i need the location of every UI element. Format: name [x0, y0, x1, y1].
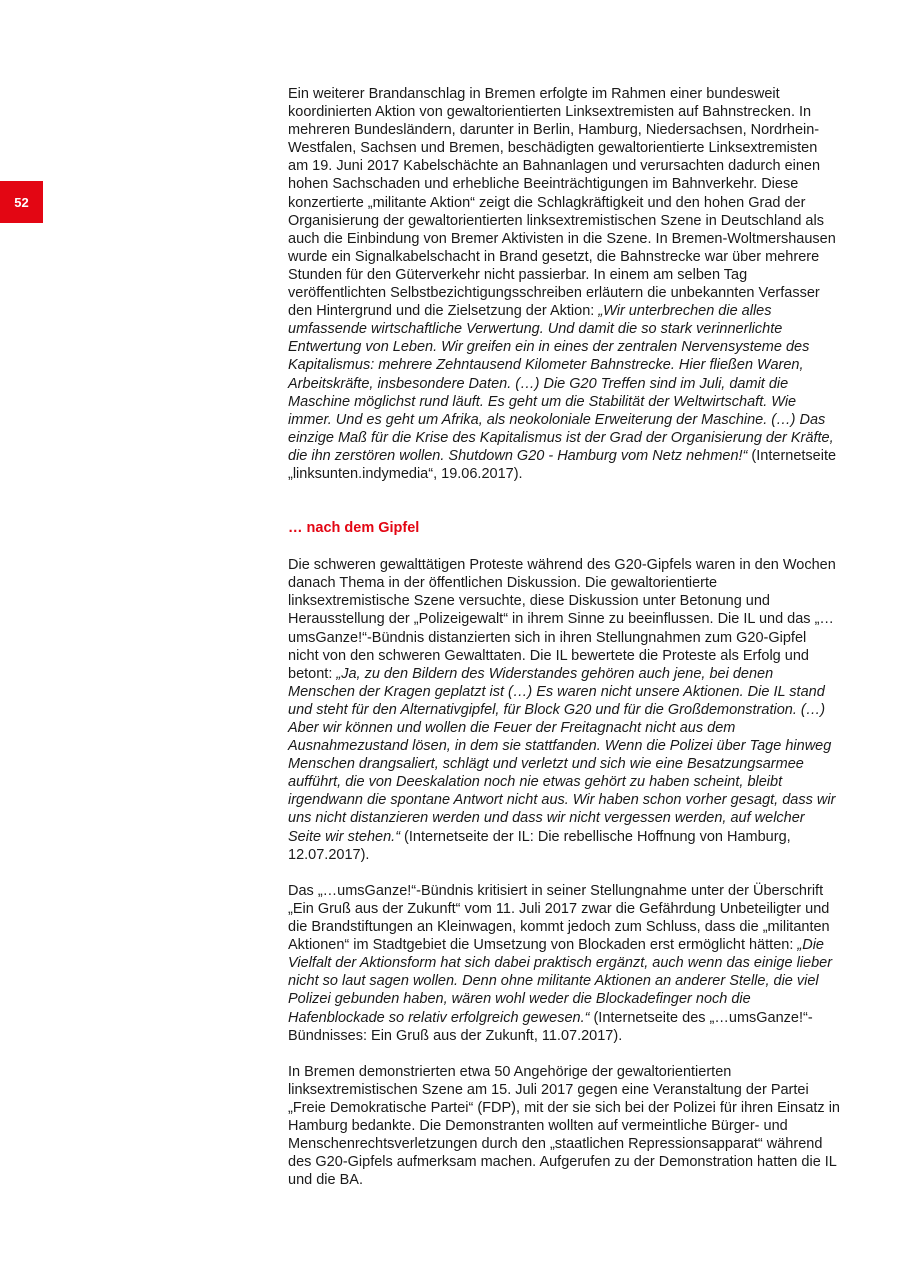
paragraph-after-summit: [288, 556, 840, 864]
paragraph-bremen-demo: [288, 1063, 840, 1190]
paragraph-text: Die schweren gewalttätigen Proteste während des G20-Gipfels waren in den Wochen danach Thema in der öffentlichen Diskussion. Die gewaltorientierte linksextremistische Szene versuchte, diese Diskussion unter Betonung und Herausstellung der „Polizeigewalt“ in ihrem Sinne zu beeinflussen. Die IL und das „…umsGanze!“-Bündnis distanzierten sich in ihren Stellungnahmen zum G20-Gipfel nicht von den schweren Gewalttaten. Die IL bewertete die Proteste als Erfolg und betont:: [288, 557, 836, 682]
paragraph-rail-attack: [288, 85, 840, 483]
paragraph-umsganze: [288, 882, 840, 1045]
citation-text: (Internetseite des „…umsGanze!“-Bündnisses: Ein Gruß aus der Zukunft, 11.07.2017).: [288, 1009, 813, 1044]
quote-text: „Die Vielfalt der Aktionsform hat sich dabei praktisch ergänzt, auch wenn das einige lieber nicht so laut sagen wollen. Denn ohne militante Aktionen an anderer Stelle, die viel Polizei gebunden haben, wären wohl weder die Blockadefinger noch die Hafenblockade so relativ erfolgreich gewesen.“: [288, 937, 833, 1026]
document-body: [288, 85, 840, 1208]
paragraph-text: Ein weiterer Brandanschlag in Bremen erfolgte im Rahmen einer bundesweit koordinierten Aktion von gewaltorientierten Linksextremisten auf Bahnstrecken. In mehreren Bundesländern, darunter in Berlin, Hamburg, Niedersachsen, Nordrhein-Westfalen, Sachsen und Bremen, beschädigten gewaltorientierte Linksextremisten am 19. Juni 2017 Kabelschächte an Bahnanlagen und verursachten dadurch einen hohen Sachschaden und erhebliche Beeinträchtigungen im Bahnverkehr. Diese konzertierte „militante Aktion“ zeigt die Schlagkräftigkeit und den hohen Grad der Organisierung der gewaltorientierten linksextremistischen Szene in Deutschland als auch die Einbindung von Bremer Aktivisten in die Szene. In Bremen-Woltmershausen wurde ein Signalkabelschacht in Brand gesetzt, die Bahnstrecke war über mehrere Stunden für den Güterverkehr nicht passierbar. In einem am selben Tag veröffentlichten Selbstbezichtigungsschreiben erläutern die unbekannten Verfasser den Hintergrund und die Zielsetzung der Aktion:: [288, 86, 836, 320]
quote-text: „Ja, zu den Bildern des Widerstandes gehören auch jene, bei denen Menschen der Kragen geplatzt ist (…) Es waren nicht unsere Aktionen. Die IL stand und steht für den Alternativgipfel, für Block G20 und für die Großdemonstration. (…) Aber wir können und wollen die Feuer der Freitagnacht nicht aus dem Ausnahmezustand lösen, in dem sie stattfanden. Wenn die Polizei über Tage hinweg Menschen drangsaliert, schlägt und verletzt und sich wie eine Besatzungsarmee aufführt, die von Deeskalation noch nie etwas gehört zu haben scheint, bleibt irgendwann die spontane Antwort nicht aus. Wir haben schon vorher gesagt, dass wir uns nicht distanzieren werden und dass wir nicht vergessen werden, auf welcher Seite wir stehen.“: [288, 665, 836, 845]
citation-text: (Internetseite „linksunten.indymedia“, 19.06.2017).: [288, 447, 837, 482]
quote-text: „Wir unterbrechen die alles umfassende wirtschaftliche Verwertung. Und damit die so stark verinnerlichte Entwertung von Leben. Wir greifen ein in eines der zentralen Nervensysteme des Kapitalismus: mehrere Zehntausend Kilometer Bahnstrecke. Hier fließen Waren, Arbeitskräfte, insbesondere Daten. (…) Die G20 Treffen sind im Juli, damit die Maschine möglichst rund läuft. Es geht um die Stabilität der Weltwirtschaft. Wie immer. Und es geht um Afrika, als neokoloniale Erweiterung der Maschine. (…) Das einzige Maß für die Krise des Kapitalismus ist der Grad der Organisierung der Kräfte, die ihn zerstören wollen. Shutdown G20 - Hamburg vom Netz nehmen!“: [288, 303, 834, 464]
section-heading: … nach dem Gipfel: [288, 520, 420, 537]
page-number-tab: 52: [0, 181, 43, 223]
paragraph-text: In Bremen demonstrierten etwa 50 Angehörige der gewaltorientierten linksextremistischen Szene am 15. Juli 2017 gegen eine Veranstaltung der Partei „Freie Demokratische Partei“ (FDP), mit der sie sich bei der Polizei für ihren Einsatz in Hamburg bedankte. Die Demonstranten wollten auf vermeintliche Bürger- und Menschenrechtsverletzungen durch den „staatlichen Repressionsapparat“ während des G20-Gipfels aufmerksam machen. Aufgerufen zu der Demonstration hatten die IL und die BA.: [288, 1063, 840, 1189]
paragraph-text: Das „…umsGanze!“-Bündnis kritisiert in seiner Stellungnahme unter der Überschrift „Ein Gruß aus der Zukunft“ vom 11. Juli 2017 zwar die Gefährdung Unbeteiligter und die Brandstiftungen an Kleinwagen, kommt jedoch zum Schluss, dass die „militanten Aktionen“ im Stadtgebiet die Umsetzung von Blockaden erst ermöglicht hätten:: [288, 882, 830, 954]
citation-text: (Internetseite der IL: Die rebellische Hoffnung von Hamburg, 12.07.2017).: [288, 828, 791, 863]
